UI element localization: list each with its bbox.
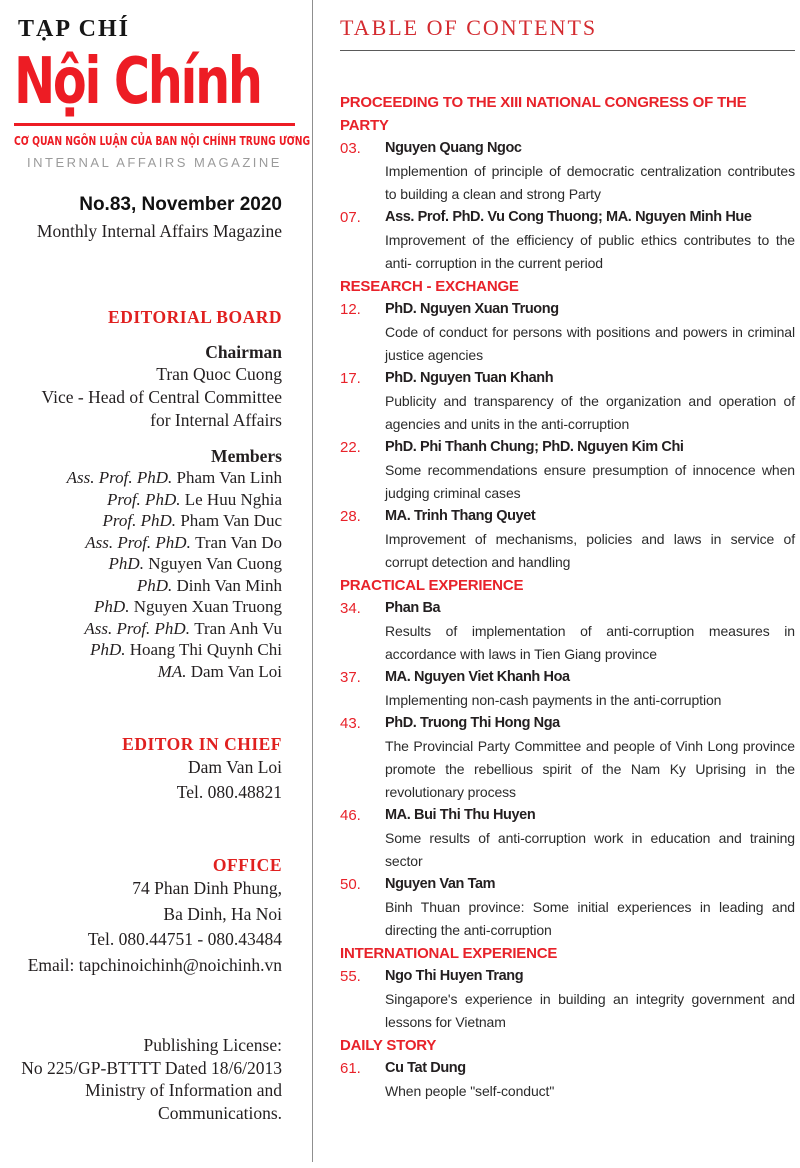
- masthead-top: TẠP CHÍ: [18, 16, 131, 42]
- toc-entry: [340, 436, 795, 505]
- toc-entries: [340, 597, 795, 942]
- issue-subtitle: Monthly Internal Affairs Magazine: [36, 221, 282, 241]
- text-line: Email: tapchinoichinh@noichinh.vn: [27, 954, 282, 975]
- toc-entry-author: MA. Nguyen Viet Khanh Hoa: [385, 669, 570, 685]
- text-line: Tel. 080.44751 - 080.43484: [87, 929, 282, 949]
- toc-entry-body: [385, 436, 795, 505]
- chairman-title: [14, 386, 282, 432]
- logo-red-rule: [14, 123, 295, 126]
- text-line: Publishing License:: [143, 1035, 282, 1055]
- toc-section-heading: INTERNATIONAL EXPERIENCE: [340, 945, 558, 962]
- toc-entry-summary: Results of implementation of anti-corruption measures in accordance with laws in Tien Giang province: [385, 623, 795, 662]
- member-name: Nguyen Van Cuong: [148, 554, 282, 573]
- toc-entry: [340, 712, 795, 804]
- toc-entries: [340, 298, 795, 574]
- member-name: Pham Van Duc: [180, 511, 282, 530]
- member-prefix: PhD.: [90, 640, 130, 659]
- member-prefix: Ass. Prof. PhD.: [84, 618, 195, 638]
- text-line: for Internal Affairs: [150, 410, 282, 430]
- toc-entries: [340, 137, 795, 275]
- toc-entry-author: PhD. Nguyen Xuan Truong: [385, 301, 559, 317]
- toc-entry-body: [385, 206, 795, 275]
- member-item: [14, 639, 282, 661]
- right-column: [312, 0, 800, 1168]
- toc-entry-summary: Binh Thuan province: Some initial experiences in leading and directing the anti-corruption: [385, 899, 795, 938]
- member-name: Dinh Van Minh: [176, 575, 282, 595]
- left-column-info: [14, 194, 295, 1124]
- toc-page-number: 46.: [340, 807, 361, 824]
- toc-entry-body: [385, 965, 795, 1034]
- toc-entry: [340, 206, 795, 275]
- toc-entry: [340, 804, 795, 873]
- magazine-logo: Nội Chính: [14, 45, 261, 119]
- toc-page-number: 61.: [340, 1060, 361, 1077]
- toc-entry-summary: Singapore's experience in building an integrity government and lessons for Vietnam: [385, 991, 795, 1030]
- office-lines: [14, 876, 282, 978]
- toc-page-number: 12.: [340, 301, 361, 318]
- toc-entries: [340, 965, 795, 1034]
- text-line: Vice - Head of Central Committee: [41, 387, 282, 407]
- member-item: [14, 467, 282, 489]
- toc-entry-summary: Code of conduct for persons with positions and powers in criminal justice agencies: [385, 324, 795, 363]
- toc-section: [340, 275, 795, 574]
- toc-entry-summary: Some recommendations ensure presumption of innocence when judging criminal cases: [385, 462, 795, 501]
- text-line: Ba Dinh, Ha Noi: [163, 903, 282, 924]
- issue-number: No.83, November 2020: [79, 194, 282, 215]
- toc-entry: [340, 965, 795, 1034]
- member-item: [14, 575, 282, 597]
- toc-section: [340, 942, 795, 1034]
- toc-entry-summary: The Provincial Party Committee and people of Vinh Long province promote the rebellious spirit of the Nam Ky Uprising in the revolutionary process: [385, 738, 795, 800]
- toc-entry-body: [385, 298, 795, 367]
- office-heading: OFFICE: [212, 855, 282, 875]
- member-prefix: PhD.: [108, 554, 149, 573]
- toc-page-number: 50.: [340, 876, 361, 893]
- toc-entry-summary: Implemention of principle of democratic centralization contributes to building a clean and strong Party: [385, 163, 795, 202]
- toc-entry: [340, 1057, 795, 1103]
- toc-entry-summary: When people "self-conduct": [385, 1083, 555, 1099]
- left-column: [0, 0, 312, 1168]
- toc-page-number: 17.: [340, 370, 361, 387]
- toc-entry-author: Cu Tat Dung: [385, 1060, 466, 1076]
- member-name: Pham Van Linh: [176, 468, 282, 487]
- toc-entry-author: Ass. Prof. PhD. Vu Cong Thuong; MA. Nguyen Minh Hue: [385, 209, 752, 225]
- member-item: [14, 532, 282, 554]
- toc-entry: [340, 505, 795, 574]
- member-prefix: Prof. PhD.: [102, 511, 181, 530]
- member-name: Tran Van Do: [195, 532, 282, 552]
- toc-entry-body: [385, 873, 795, 942]
- member-item: [14, 510, 282, 532]
- toc-entry: [340, 367, 795, 436]
- text-line: No 225/GP-BTTTT Dated 18/6/2013: [21, 1057, 282, 1078]
- toc-page-number: 34.: [340, 600, 361, 617]
- toc-section: [340, 574, 795, 942]
- editor-in-chief-heading: EDITOR IN CHIEF: [122, 734, 282, 754]
- toc-entry-author: PhD. Nguyen Tuan Khanh: [385, 370, 554, 386]
- toc-entry-author: Phan Ba: [385, 600, 441, 616]
- members-label: Members: [211, 446, 282, 466]
- member-prefix: MA.: [157, 661, 191, 681]
- member-item: [14, 618, 282, 640]
- toc-page-number: 43.: [340, 715, 361, 732]
- toc-entry-summary: Publicity and transparency of the organization and operation of agencies and units in the anti-corruption: [385, 393, 795, 432]
- toc-sections: [340, 91, 795, 1103]
- members-list: [14, 467, 282, 682]
- member-prefix: Ass. Prof. PhD.: [85, 532, 196, 552]
- toc-entry-body: [385, 137, 795, 206]
- text-line: Ministry of Information and: [85, 1080, 282, 1100]
- toc-entry: [340, 298, 795, 367]
- member-item: [14, 661, 282, 683]
- toc-entry-author: MA. Bui Thi Thu Huyen: [385, 807, 536, 823]
- toc-section: [340, 91, 795, 275]
- toc-entry: [340, 873, 795, 942]
- toc-page-number: 28.: [340, 508, 361, 525]
- member-name: Le Huu Nghia: [184, 489, 282, 509]
- toc-entry-author: Ngo Thi Huyen Trang: [385, 968, 524, 984]
- member-item: [14, 489, 282, 511]
- toc-entry-body: [385, 804, 795, 873]
- toc-entry: [340, 666, 795, 712]
- chairman-label: Chairman: [205, 342, 282, 362]
- toc-page-number: 07.: [340, 209, 361, 226]
- toc-entry-summary: Improvement of the efficiency of public ethics contributes to the anti- corruption in the current period: [385, 232, 795, 271]
- member-name: Dam Van Loi: [190, 661, 282, 681]
- toc-section-heading: DAILY STORY: [340, 1037, 437, 1054]
- editor-in-chief-name: Dam Van Loi: [188, 757, 282, 777]
- toc-section-heading: RESEARCH - EXCHANGE: [340, 278, 519, 295]
- toc-entry-body: [385, 666, 795, 712]
- member-item: [14, 596, 282, 618]
- toc-page-number: 03.: [340, 140, 361, 157]
- toc-entry-summary: Improvement of mechanisms, policies and laws in service of corrupt detection and handling: [385, 531, 795, 570]
- toc-entry-body: [385, 367, 795, 436]
- toc-entry-body: [385, 1057, 795, 1103]
- chairman-name: Tran Quoc Cuong: [156, 364, 282, 384]
- text-line: Communications.: [158, 1102, 282, 1123]
- toc-section-heading: PRACTICAL EXPERIENCE: [340, 577, 524, 594]
- text-line: 74 Phan Dinh Phung,: [132, 878, 282, 898]
- magazine-subtitle: INTERNAL AFFAIRS MAGAZINE: [27, 155, 282, 170]
- toc-page-number: 37.: [340, 669, 361, 686]
- member-name: Hoang Thi Quynh Chi: [129, 640, 282, 659]
- member-name: Nguyen Xuan Truong: [133, 597, 282, 616]
- toc-section-heading: PROCEEDING TO THE XIII NATIONAL CONGRESS OF THE PARTY: [340, 94, 747, 134]
- license-lines: [14, 1034, 282, 1124]
- editorial-board-heading: EDITORIAL BOARD: [108, 307, 282, 327]
- toc-entry-author: PhD. Phi Thanh Chung; PhD. Nguyen Kim Chi: [385, 439, 684, 455]
- toc-entry-summary: Some results of anti-corruption work in education and training sector: [385, 830, 795, 869]
- magazine-tagline: CƠ QUAN NGÔN LUẬN CỦA BAN NỘI CHÍNH TRUNG ƯƠNG: [14, 133, 311, 148]
- toc-entry-body: [385, 505, 795, 574]
- toc-section: [340, 1034, 795, 1103]
- member-prefix: Ass. Prof. PhD.: [66, 468, 177, 487]
- editor-in-chief-tel: Tel. 080.48821: [176, 782, 282, 802]
- toc-entry-author: MA. Trinh Thang Quyet: [385, 508, 536, 524]
- toc-entries: [340, 1057, 795, 1103]
- toc-entry: [340, 597, 795, 666]
- toc-entry-author: PhD. Truong Thi Hong Nga: [385, 715, 560, 731]
- member-name: Tran Anh Vu: [194, 618, 282, 638]
- member-prefix: PhD.: [94, 597, 134, 616]
- member-prefix: Prof. PhD.: [106, 489, 185, 509]
- toc-entry-body: [385, 597, 795, 666]
- toc-page-number: 22.: [340, 439, 361, 456]
- toc-title: TABLE OF CONTENTS: [340, 15, 795, 51]
- toc-entry-author: Nguyen Van Tam: [385, 876, 496, 892]
- toc-page-number: 55.: [340, 968, 361, 985]
- member-prefix: PhD.: [136, 575, 177, 595]
- toc-entry-summary: Implementing non-cash payments in the anti-corruption: [385, 692, 722, 708]
- toc-entry-body: [385, 712, 795, 804]
- member-item: [14, 553, 282, 575]
- toc-entry-author: Nguyen Quang Ngoc: [385, 140, 522, 156]
- toc-entry: [340, 137, 795, 206]
